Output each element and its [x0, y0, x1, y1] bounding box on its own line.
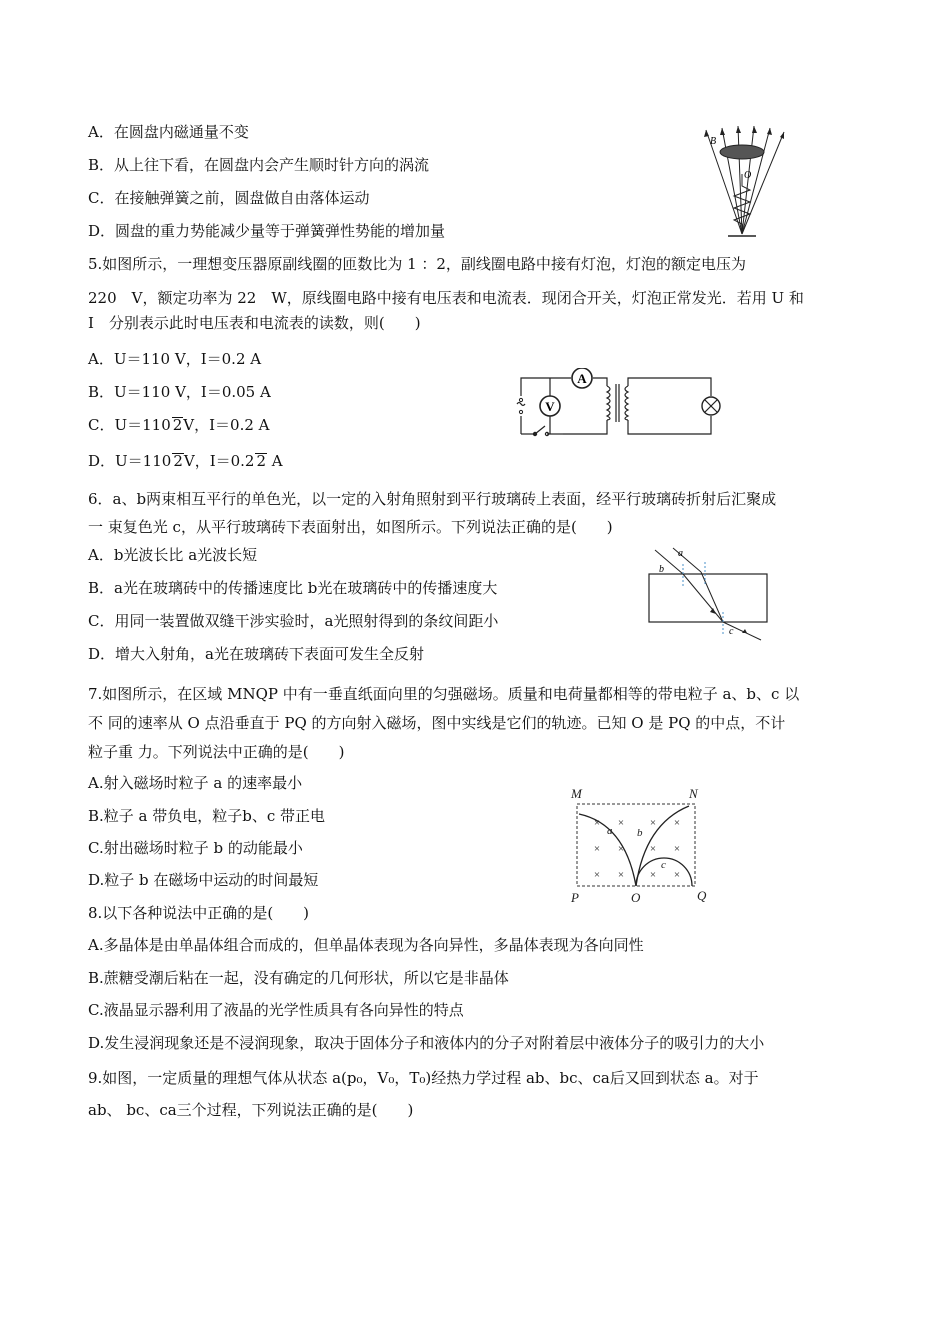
wire	[593, 378, 607, 386]
field-line	[742, 128, 770, 234]
label-a: a	[607, 825, 613, 837]
q8-option-a: A.多晶体是由单晶体组合而成的，但单晶体表现为各向异性，多晶体表现为各向同性	[88, 936, 644, 954]
q7-stem-line3: 粒子重 力。下列说法中正确的是( )	[88, 743, 345, 761]
glass-slab	[649, 574, 767, 622]
q5-option-d-post: A	[267, 452, 283, 470]
q5-option-d-pre: D．U＝110	[88, 452, 172, 470]
label-n: N	[689, 786, 698, 801]
cross-mark: ×	[673, 869, 681, 881]
q8-option-d: D.发生浸润现象还是不浸润现象，取决于固体分子和液体内的分子对附着层中液体分子的吸引力的大小	[88, 1034, 765, 1052]
sqrt-symbol: 2	[173, 452, 183, 470]
label-b: B	[710, 136, 717, 147]
wire	[628, 416, 711, 434]
q6-stem-line1: 6．a、b两束相互平行的单色光，以一定的入射角照射到平行玻璃砖上表面，经平行玻璃砖折射后汇聚成	[88, 490, 777, 508]
sqrt-symbol: 2	[256, 452, 267, 470]
cross-mark: ×	[649, 817, 657, 829]
q7-stem-line1: 7.如图所示，在区域 MNQP 中有一垂直纸面向里的匀强磁场。质量和电荷量都相等的带电粒子 a、b、c 以	[88, 685, 800, 703]
q7-option-a: A.射入磁场时粒子 a 的速率最小	[88, 774, 303, 792]
q5-option-c-post: V，I＝0.2 A	[183, 416, 270, 434]
label-o: O	[631, 890, 641, 905]
cross-mark: ×	[673, 843, 681, 855]
label-a: a	[678, 548, 683, 559]
q5-stem-line2: 220 V，额定功率为 22 W，原线圈电路中接有电压表和电流表．现闭合开关，灯泡正常发光．若用 U 和	[88, 289, 804, 307]
cross-mark: ×	[593, 817, 601, 829]
q6-option-b: B．a光在玻璃砖中的传播速度比 b光在玻璃砖中的传播速度大	[88, 579, 498, 597]
q8-option-b: B.蔗糖受潮后粘在一起，没有确定的几何形状，所以它是非晶体	[88, 969, 509, 987]
wire	[563, 420, 607, 434]
wire	[628, 378, 711, 396]
cross-mark: ×	[617, 843, 625, 855]
q4-option-d: D．圆盘的重力势能减少量等于弹簧弹性势能的增加量	[88, 222, 446, 240]
q5-option-c	[88, 415, 270, 435]
label-c: c	[661, 859, 666, 871]
switch-pivot	[533, 432, 536, 435]
cross-mark: ×	[673, 817, 681, 829]
q7-option-b: B.粒子 a 带负电，粒子b、c 带正电	[88, 807, 326, 825]
track-b	[636, 806, 689, 886]
q5-stem-line3: I 分别表示此时电压表和电流表的读数，则( )	[88, 314, 421, 332]
q4-figure	[692, 124, 792, 242]
cross-mark: ×	[649, 869, 657, 881]
label-b: b	[659, 564, 664, 575]
voltmeter-label: V	[545, 399, 555, 414]
secondary-coil	[625, 386, 628, 420]
label-c: c	[729, 626, 734, 637]
q4-option-b: B．从上往下看，在圆盘内会产生顺时针方向的涡流	[88, 156, 430, 174]
q5-circuit-figure	[515, 368, 730, 440]
cross-mark: ×	[617, 817, 625, 829]
q6-glass-figure	[643, 546, 773, 642]
q8-stem: 8.以下各种说法中正确的是( )	[88, 904, 310, 922]
ray-b-glass	[683, 574, 723, 622]
sqrt-symbol: 2	[172, 416, 183, 434]
wire	[521, 378, 571, 396]
q9-stem-line2: ab、 bc、ca三个过程，下列说法正确的是( )	[88, 1101, 414, 1119]
q7-field-figure	[565, 784, 715, 908]
label-p: P	[571, 890, 579, 905]
q5-option-b: B．U＝110 V，I＝0.05 A	[88, 383, 271, 401]
disk	[720, 145, 764, 159]
q5-option-d	[88, 451, 283, 471]
q7-stem-line2: 不 同的速率从 O 点沿垂直于 PQ 的方向射入磁场，图中实线是它们的轨迹。已知 O 是 PQ 的中点，不计	[88, 714, 786, 732]
cross-mark: ×	[649, 843, 657, 855]
q4-option-a: A．在圆盘内磁通量不变	[88, 123, 249, 141]
ray-a-glass	[701, 572, 723, 622]
primary-coil	[607, 386, 610, 420]
q9-stem-line1: 9.如图，一定质量的理想气体从状态 a(p₀，V₀，T₀)经热力学过程 ab、bc、ca后又回到状态 a。对于	[88, 1069, 759, 1087]
q6-stem-line2: 一 束复色光 c，从平行玻璃砖下表面射出，如图所示。下列说法正确的是( )	[88, 518, 613, 536]
q4-option-c: C．在接触弹簧之前，圆盘做自由落体运动	[88, 189, 370, 207]
ammeter-label: A	[577, 371, 587, 386]
q6-option-d: D．增大入射角，a光在玻璃砖下表面可发生全反射	[88, 645, 424, 663]
label-o: O	[744, 170, 752, 181]
q7-option-c: C.射出磁场时粒子 b 的动能最小	[88, 839, 303, 857]
q6-option-c: C．用同一装置做双缝干涉实验时，a光照射得到的条纹间距小	[88, 612, 499, 630]
cross-mark: ×	[593, 843, 601, 855]
q7-option-d: D.粒子 b 在磁场中运动的时间最短	[88, 871, 319, 889]
label-q: Q	[697, 888, 707, 903]
cross-mark: ×	[617, 869, 625, 881]
ac-source	[517, 403, 525, 406]
label-b: b	[637, 827, 643, 839]
q6-option-a: A．b光波长比 a光波长短	[88, 546, 258, 564]
q5-option-d-mid: V，I＝0.2	[183, 452, 255, 470]
q8-option-c: C.液晶显示器利用了液晶的光学性质具有各向异性的特点	[88, 1001, 464, 1019]
q5-stem-line1: 5.如图所示，一理想变压器原副线圈的匝数比为 1 ：2，副线圈电路中接有灯泡，灯泡的额定电压为	[88, 255, 746, 273]
q5-option-c-pre: C．U＝110	[88, 416, 171, 434]
label-m: M	[571, 786, 582, 801]
cross-mark: ×	[593, 869, 601, 881]
q5-option-a: A．U＝110 V，I＝0.2 A	[88, 350, 262, 368]
